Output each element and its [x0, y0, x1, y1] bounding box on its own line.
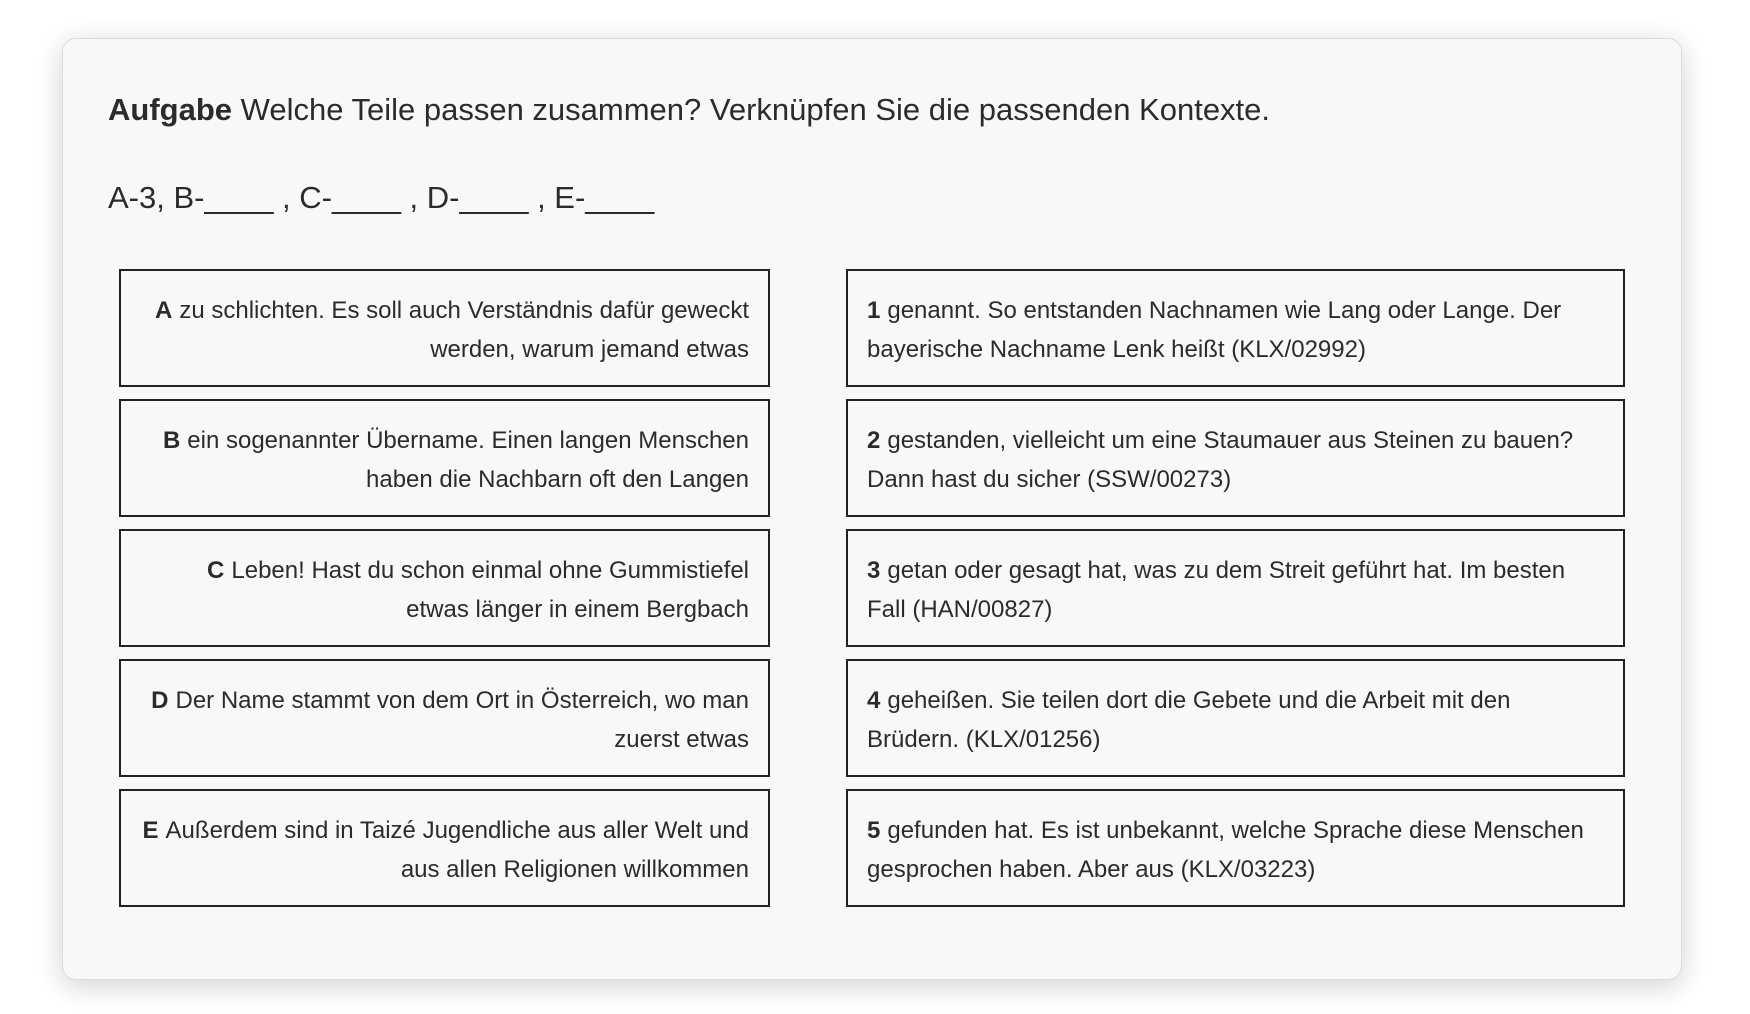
task-heading	[108, 91, 1270, 128]
task-label: Aufgabe	[108, 92, 232, 127]
right-item-2[interactable]	[846, 399, 1625, 517]
left-item-c[interactable]	[119, 529, 770, 647]
item-text: zu schlichten. Es soll auch Verständnis dafür geweckt werden, warum jemand etwas	[179, 297, 749, 363]
left-item-b[interactable]	[119, 399, 770, 517]
right-item-4[interactable]	[846, 659, 1625, 777]
item-key: 4	[867, 687, 881, 714]
item-key: E	[142, 817, 159, 844]
left-item-d[interactable]	[119, 659, 770, 777]
answer-line: A-3, B-____ , C-____ , D-____ , E-____	[108, 180, 655, 215]
item-key: C	[207, 557, 225, 584]
item-key: 2	[867, 427, 881, 454]
item-key: D	[151, 687, 169, 714]
item-key: 3	[867, 557, 881, 584]
item-text: geheißen. Sie teilen dort die Gebete und die Arbeit mit den Brüdern. (KLX/01256)	[867, 687, 1511, 753]
item-key: 1	[867, 297, 881, 324]
item-key: A	[155, 297, 173, 324]
item-text: genannt. So entstanden Nachnamen wie Lang oder Lange. Der bayerische Nachname Lenk heißt (KLX/02992)	[867, 297, 1562, 363]
item-text: Der Name stammt von dem Ort in Österreich, wo man zuerst etwas	[175, 687, 749, 753]
item-text: gestanden, vielleicht um eine Staumauer aus Steinen zu bauen? Dann hast du sicher (SSW/00273)	[867, 427, 1574, 493]
right-item-3[interactable]	[846, 529, 1625, 647]
right-column	[846, 269, 1625, 919]
right-item-5[interactable]	[846, 789, 1625, 907]
item-text: getan oder gesagt hat, was zu dem Streit geführt hat. Im besten Fall (HAN/00827)	[867, 557, 1566, 623]
item-key: B	[162, 427, 181, 454]
left-item-a[interactable]	[119, 269, 770, 387]
item-text: Leben! Hast du schon einmal ohne Gummistiefel etwas länger in einem Bergbach	[231, 557, 749, 623]
item-text: Außerdem sind in Taizé Jugendliche aus aller Welt und aus allen Religionen willkommen	[165, 817, 749, 883]
item-text: gefunden hat. Es ist unbekannt, welche Sprache diese Menschen gesprochen haben. Aber aus (KLX/03223)	[867, 817, 1584, 883]
item-key: 5	[867, 817, 881, 844]
right-item-1[interactable]	[846, 269, 1625, 387]
left-column	[119, 269, 770, 919]
task-instruction: Welche Teile passen zusammen? Verknüpfen Sie die passenden Kontexte.	[240, 92, 1271, 127]
item-text: ein sogenannter Übername. Einen langen Menschen haben die Nachbarn oft den Langen	[187, 427, 749, 493]
exercise-card	[62, 38, 1682, 980]
left-item-e[interactable]	[119, 789, 770, 907]
